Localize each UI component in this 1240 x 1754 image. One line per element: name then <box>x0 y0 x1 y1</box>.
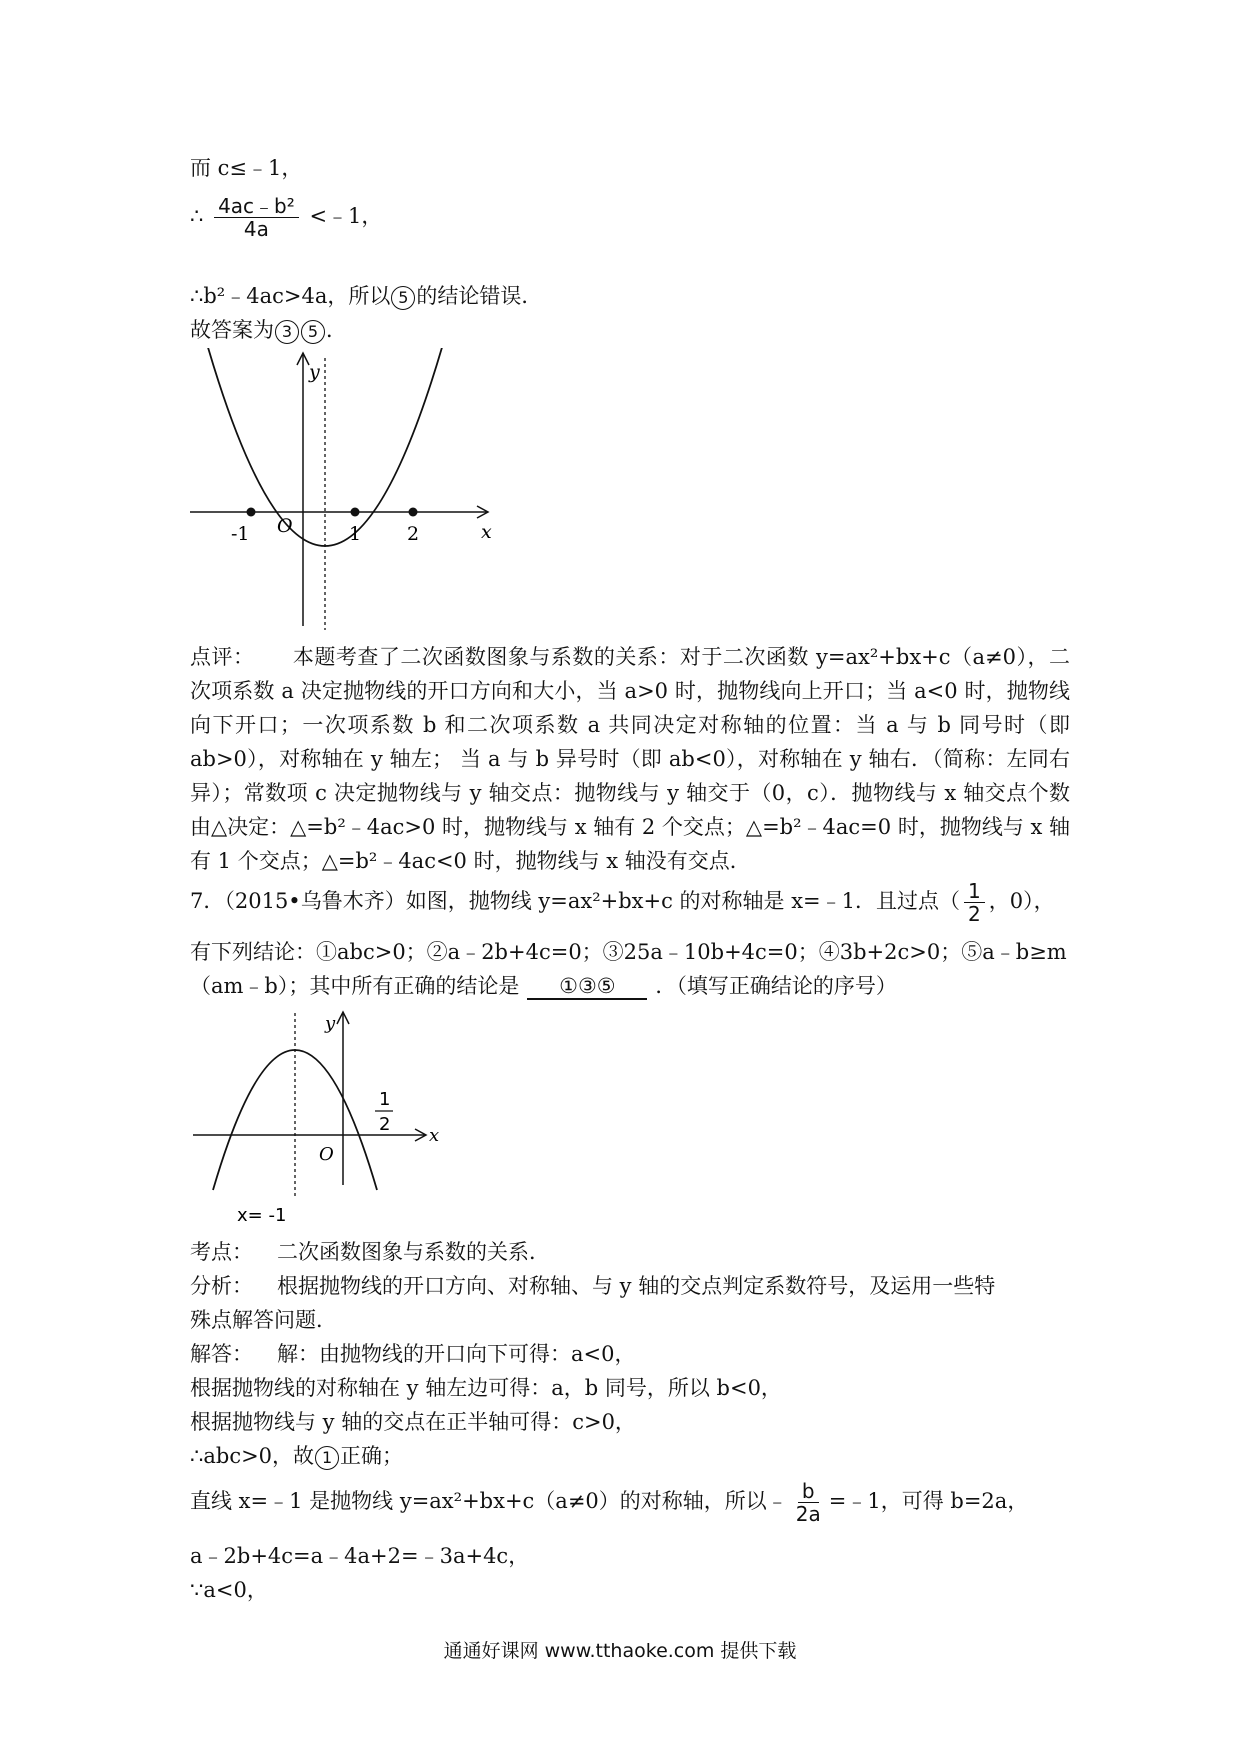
kaodian-line <box>190 1236 550 1266</box>
label: 分析： <box>190 1274 253 1298</box>
text: ．（填写正确结论的序号） <box>655 974 897 998</box>
label: 解答： <box>190 1342 253 1366</box>
point-1 <box>351 508 360 517</box>
circled-number: 1 <box>315 1446 339 1470</box>
review-label: 点评： <box>190 645 255 669</box>
text: 的结论错误． <box>416 284 543 308</box>
circled-number: 5 <box>301 320 325 344</box>
text: 故答案为 <box>190 318 274 342</box>
fenxi-line-2: 殊点解答问题． <box>190 1308 337 1332</box>
fraction-line <box>190 195 382 240</box>
fraction <box>792 1480 825 1525</box>
answer-blank: ①③⑤ <box>527 974 647 1000</box>
parabola-figure-2 <box>185 1005 450 1230</box>
parabola-figure-1 <box>185 348 505 633</box>
origin-label: O <box>277 515 293 537</box>
label: 考点： <box>190 1240 253 1264</box>
solution-line: a﹣2b+4c=a﹣4a+2=﹣3a+4c， <box>190 1544 530 1568</box>
point-minus-1 <box>247 508 256 517</box>
page-footer: 通通好课网 www.tthaoke.com 提供下载 <box>443 1640 797 1662</box>
fraction-denominator: 4a <box>243 217 269 241</box>
axis-equation-label: x= -1 <box>237 1205 287 1226</box>
fraction-half <box>964 880 985 925</box>
tick-minus-1: -1 <box>231 523 250 545</box>
circled-number: 3 <box>275 320 299 344</box>
point-2 <box>409 508 418 517</box>
text: 根据抛物线的开口方向、对称轴、与 y 轴的交点判定系数符号，及运用一些特 <box>277 1274 996 1298</box>
fenxi-line <box>190 1270 995 1300</box>
q7-line-2: 有下列结论：①abc>0；②a﹣2b+4c=0；③25a﹣10b+4c=0；④3b+2c>0；⑤a﹣b≥m <box>190 940 1067 964</box>
fraction-numerator: 1 <box>964 880 985 903</box>
text: ∴b²﹣4ac>4a，所以 <box>190 284 391 308</box>
fraction-denominator: 2a <box>795 1502 821 1526</box>
review-text: 本题考查了二次函数图象与系数的关系：对于二次函数 y=ax²+bx+c（a≠0），二次项系数 a 决定抛物线的开口方向和大小，当 a>0 时，抛物线向上开口；当 a<0 时，抛物线向下开口；一次项系数 b 和二次项系数 a 共同决定对称轴的位置：当 a 与 b 同号时（即 ab>0），对称轴在 y 轴左； 当 a 与 b 异号时（即 ab<0），对称轴在 y 轴右．（简称：左同右异）；常数项 c 决定抛物线与 y 轴交点：抛物线与 y 轴交于（0，c）．抛物线与 x 轴交点个数由△决定：△=b²﹣4ac>0 时，抛物线与 x 轴有 2 个交点；△=b²﹣4ac=0 时，抛物线与 x 轴有 1 个交点；△=b²﹣4ac<0 时，抛物线与 x 轴没有交点． <box>190 645 1071 873</box>
tick-1: 1 <box>349 523 362 545</box>
text-line <box>190 314 347 344</box>
circled-number: 5 <box>391 286 415 310</box>
x-label: x <box>429 1125 440 1146</box>
solution-line <box>190 1440 403 1470</box>
therefore-symbol: ∴ <box>190 204 204 228</box>
solution-line: 根据抛物线的对称轴在 y 轴左边可得：a，b 同号，所以 b<0， <box>190 1376 782 1400</box>
half-denominator: 2 <box>379 1114 391 1135</box>
q7-line-1 <box>190 880 1055 925</box>
y-label: y <box>325 1013 336 1034</box>
fraction-suffix: <﹣1， <box>309 204 383 228</box>
text: =﹣1，可得 b=2a， <box>828 1489 1029 1513</box>
origin-label: O <box>319 1144 334 1165</box>
fraction-numerator: b <box>798 1480 819 1503</box>
solution-line: 根据抛物线与 y 轴的交点在正半轴可得：c>0， <box>190 1410 636 1434</box>
fraction-numerator: 4ac﹣b² <box>214 195 299 218</box>
text: ，0）， <box>988 889 1055 913</box>
text: 7．（2015•乌鲁木齐）如图，抛物线 y=ax²+bx+c 的对称轴是 x=﹣1．且过点（ <box>190 889 960 913</box>
text: 二次函数图象与系数的关系． <box>277 1240 550 1264</box>
text: ∴abc>0，故 <box>190 1444 315 1468</box>
text: （am﹣b）；其中所有正确的结论是 <box>190 974 520 998</box>
solution-line-fraction <box>190 1480 1028 1525</box>
text: 直线 x=﹣1 是抛物线 y=ax²+bx+c（a≠0）的对称轴，所以﹣ <box>190 1489 788 1513</box>
half-numerator: 1 <box>379 1089 391 1110</box>
jieda-line <box>190 1338 635 1368</box>
text: ． <box>326 318 347 342</box>
y-label: y <box>309 361 320 383</box>
review-paragraph <box>190 640 1070 878</box>
text: 正确； <box>340 1444 404 1468</box>
tick-2: 2 <box>407 523 420 545</box>
solution-line: ∵a<0， <box>190 1578 268 1602</box>
x-label: x <box>481 521 492 543</box>
fraction-denominator: 2 <box>968 902 981 926</box>
q7-line-3 <box>190 970 897 1000</box>
text: 解：由抛物线的开口向下可得：a<0， <box>277 1342 636 1366</box>
text-line: 而 c≤﹣1， <box>190 156 303 180</box>
fraction <box>214 195 299 240</box>
text-line <box>190 280 542 310</box>
